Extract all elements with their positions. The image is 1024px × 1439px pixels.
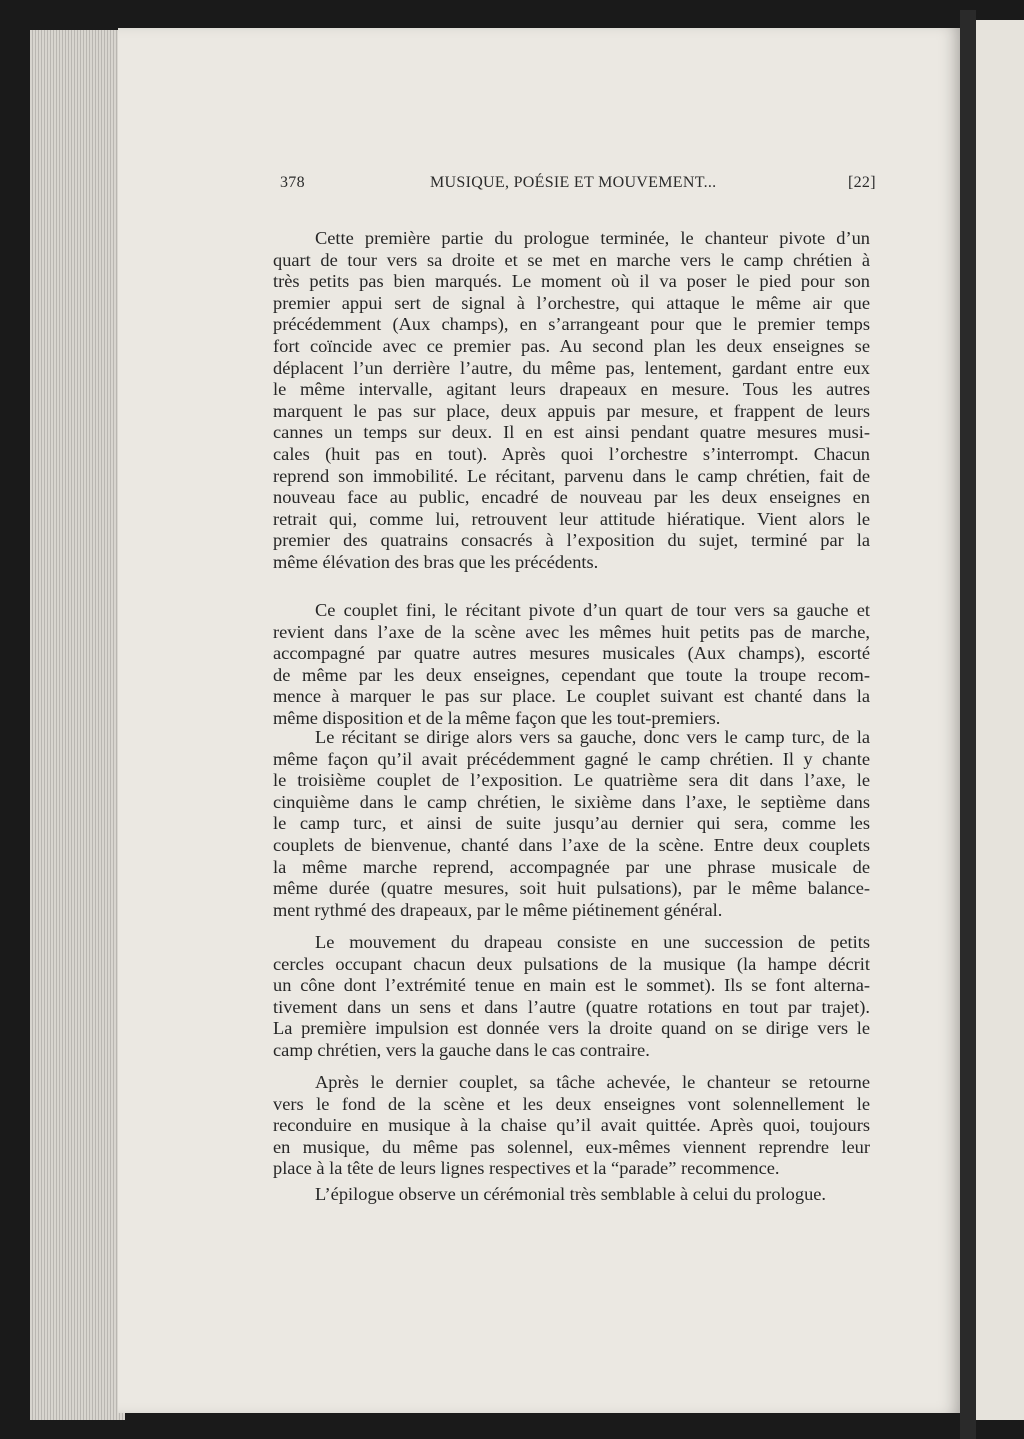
text-line: mence à marquer le pas sur place. Le couplet suivant est chanté dans la [273,686,870,707]
text-line: vers le fond de la scène et les deux enseignes vont solennellement le [273,1093,870,1114]
paragraph-6 [273,1184,870,1206]
paragraph-5 [273,1072,870,1180]
text-line: couplets de bienvenue, chanté dans l’axe de la scène. Entre deux couplets [273,834,870,855]
text-line: ment rythmé des drapeaux, par le même piétinement général. [273,899,723,920]
text-line: premier des quatrains consacrés à l’exposition du sujet, terminé par la [273,530,870,551]
text-line: quart de tour vers sa droite et se met en marche vers le camp chrétien à [273,249,870,270]
section-number: [22] [848,174,876,191]
paragraph-4 [273,932,870,1062]
text-line: La première impulsion est donnée vers la droite quand on se dirige vers le [273,1018,870,1039]
text-line: retrait qui, comme lui, retrouvent leur attitude hiératique. Vient alors le [273,508,870,529]
text-line: premier appui sert de signal à l’orchestre, qui attaque le même air que [273,292,870,313]
facing-page-edge [976,20,1024,1420]
text-line: même élévation des bras que les précédents. [273,551,599,572]
text-line: nouveau face au public, encadré de nouveau par les deux enseignes en [273,487,870,508]
text-line: marquent le pas sur place, deux appuis par mesure, et frappent de leurs [273,400,870,421]
text-line: de même par les deux enseignes, cependant que toute la troupe recom- [273,664,870,685]
text-line: un cône dont l’extrémité tenue en main est le sommet). Ils se font alterna- [273,975,870,996]
paragraph-3 [273,727,870,921]
text-line: même durée (quatre mesures, soit huit pulsations), par le même balance- [273,878,870,899]
text-line: Après le dernier couplet, sa tâche achevée, le chanteur se retourne [315,1072,870,1092]
page-stack-edges [30,30,125,1420]
text-line: reprend son immobilité. Le récitant, parvenu dans le camp chrétien, fait de [273,465,870,486]
text-line: cales (huit pas en tout). Après quoi l’orchestre s’interrompt. Chacun [273,443,870,464]
running-title: MUSIQUE, POÉSIE ET MOUVEMENT... [430,174,717,191]
text-line: place à la tête de leurs lignes respectives et la “parade” recommence. [273,1158,780,1179]
text-line: Le récitant se dirige alors vers sa gauche, donc vers le camp turc, de la [315,727,870,747]
text-line: même façon qu’il avait précédemment gagné le camp chrétien. Il y chante [273,748,870,769]
text-line: même disposition et de la même façon que les tout-premiers. [273,707,721,728]
book-gutter [960,10,976,1439]
text-line: reconduire en musique à la chaise qu’il avait quittée. Après quoi, toujours [273,1115,870,1136]
text-line: le troisième couplet de l’exposition. Le quatrième sera dit dans l’axe, le [273,770,870,791]
text-line: fort coïncide avec ce premier pas. Au second plan les deux enseignes se [273,335,870,356]
page-number: 378 [280,174,305,191]
text-line: précédemment (Aux champs), en s’arrangeant pour que le premier temps [273,314,870,335]
text-line: déplacent l’un derrière l’autre, du même pas, lentement, gardant entre eux [273,357,870,378]
paragraph-2 [273,600,870,730]
text-line: Cette première partie du prologue terminée, le chanteur pivote d’un [315,228,870,248]
text-line: tivement dans un sens et dans l’autre (quatre rotations en tout par trajet). [273,996,870,1017]
text-line: le camp turc, et ainsi de suite jusqu’au dernier qui sera, comme les [273,813,870,834]
paragraph-1 [273,228,870,574]
text-line: Ce couplet fini, le récitant pivote d’un quart de tour vers sa gauche et [315,600,870,620]
text-line: Le mouvement du drapeau consiste en une succession de petits [315,932,870,952]
text-line: revient dans l’axe de la scène avec les mêmes huit petits pas de marche, [273,621,870,642]
text-line: cercles occupant chacun deux pulsations de la musique (la hampe décrit [273,953,870,974]
text-line: en musique, du même pas solennel, eux-mêmes viennent reprendre leur [273,1136,870,1157]
text-line: le même intervalle, agitant leurs drapeaux en mesure. Tous les autres [273,379,870,400]
text-line: camp chrétien, vers la gauche dans le cas contraire. [273,1039,650,1060]
text-line: cannes un temps sur deux. Il en est ainsi pendant quatre mesures musi- [273,422,870,443]
text-line: L’épilogue observe un cérémonial très semblable à celui du prologue. [315,1184,827,1204]
text-line: accompagné par quatre autres mesures musicales (Aux champs), escorté [273,643,870,664]
text-line: la même marche reprend, accompagnée par une phrase musicale de [273,856,870,877]
text-line: très petits pas bien marqués. Le moment où il va poser le pied pour son [273,271,870,292]
text-line: cinquième dans le camp chrétien, le sixième dans l’axe, le septième dans [273,791,870,812]
